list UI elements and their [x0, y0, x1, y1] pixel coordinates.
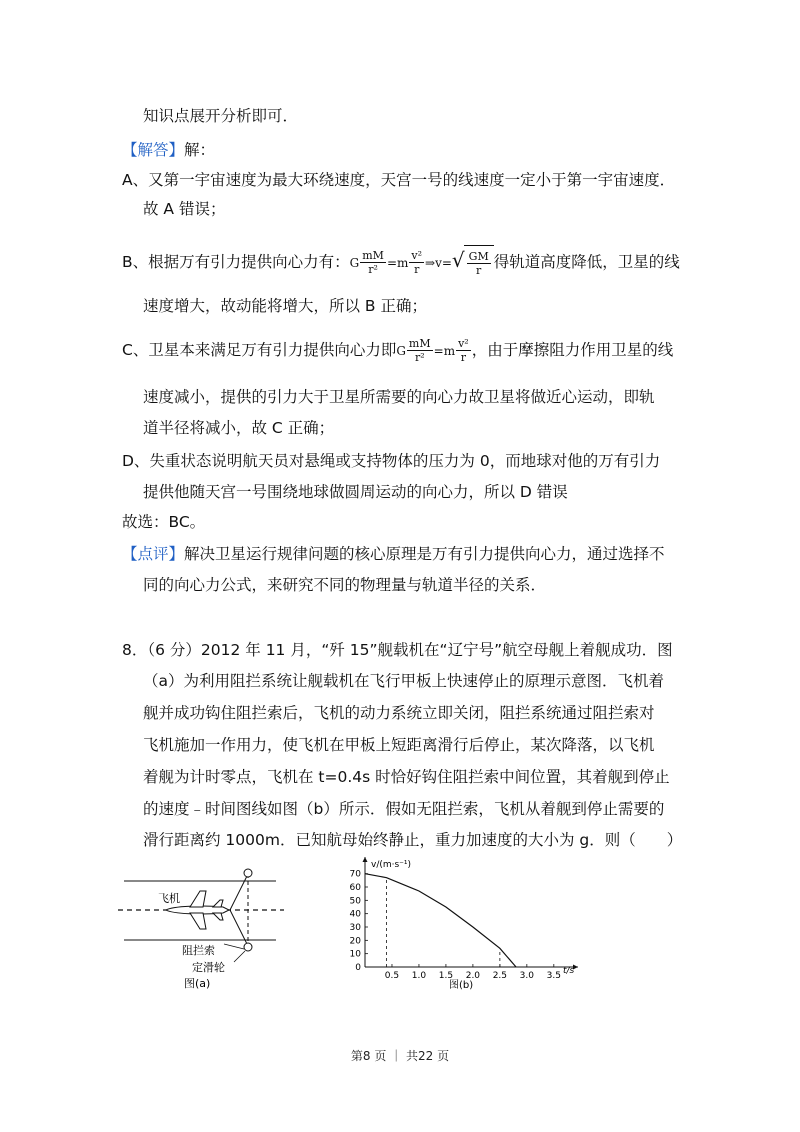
frac-num: v²	[458, 337, 469, 350]
option-c-line1: C、卫星本来满足万有引力提供向心力即G $\frac{mM}{\text{r²}}$ =m $\frac{\text{v²}}{r}$ ，由于摩擦阻力作用卫星的线	[122, 337, 674, 364]
x-tick-label: 1.0	[411, 971, 427, 981]
frac-num: v²	[411, 249, 423, 262]
x-tick-label: 3.0	[519, 971, 535, 981]
comment-line1	[122, 544, 665, 564]
option-c-prefix: C、卫星本来满足万有引力提供向心力即	[122, 341, 397, 359]
y-tick-label: 0	[355, 963, 361, 973]
question-8-line7: 滑行距离约 1000m．已知航母始终静止，重力加速度的大小为 g．则（ ）	[143, 831, 683, 849]
frac-num: mM	[362, 249, 384, 262]
question-8-line2: （a）为利用阻拦系统让舰载机在飞行甲板上快速停止的原理示意图．飞机着	[143, 672, 665, 690]
formula-m: m	[397, 256, 409, 270]
option-b-suffix: 得轨道高度降低，卫星的线	[493, 253, 680, 271]
frac-den: r	[476, 264, 482, 277]
page-footer: 第8 页 ｜ 共22 页	[350, 1049, 450, 1063]
frac-den: r	[414, 263, 420, 276]
option-a-line1: A、又第一宇宙速度为最大环绕速度，天宫一号的线速度一定小于第一宇宙速度．	[122, 171, 676, 189]
comment-tag: 【点评】	[122, 545, 185, 563]
y-tick-label: 60	[349, 883, 361, 893]
option-c-line2: 速度减小，提供的引力大于卫星所需要的向心力故卫星将做近心运动，即轨	[143, 388, 655, 406]
fraction-gm-r	[467, 250, 491, 277]
y-tick-label: 10	[349, 949, 361, 960]
cable-label: 阻拦索	[182, 944, 215, 957]
question-8-line3: 舰并成功钩住阻拦索后，飞机的动力系统立即关闭，阻拦系统通过阻拦索对	[143, 704, 655, 722]
formula-m: m	[443, 344, 456, 358]
option-d-line2: 提供他随天宫一号围绕地球做圆周运动的向心力，所以 D 错误	[143, 483, 568, 501]
x-tick-label: 3.5	[546, 971, 561, 981]
frac-den: r²	[368, 263, 378, 276]
frac-den: r²	[414, 351, 425, 364]
pulley-label: 定滑轮	[192, 961, 225, 974]
question-8-line6: 的速度﹣时间图线如图（b）所示．假如无阻拦索，飞机从着舰到停止需要的	[143, 800, 665, 818]
option-b-line1: B、根据万有引力提供向心力有：G $\frac{mM}{\text{r²}}$ =m $\frac{\text{v²}}{r}$ ⇒v=√ $\frac{GM}{r}$ 得轨道高度降低，卫星的线	[122, 243, 680, 280]
option-b-prefix: B、根据万有引力提供向心力有：	[122, 253, 350, 271]
answer-heading	[122, 140, 215, 160]
y-tick-label: 50	[349, 896, 361, 907]
frac-num: mM	[408, 337, 431, 350]
y-tick-label: 20	[349, 936, 361, 947]
x-tick-label: 1.5	[438, 971, 454, 981]
formula-arrow: ⇒v=	[425, 256, 452, 270]
figure-a-diagram	[118, 858, 288, 998]
chart-x-axis-label: t/s	[563, 966, 575, 976]
x-tick-label: 2.0	[465, 971, 481, 981]
formula-g: G	[349, 256, 360, 270]
fraction-mm-r2	[407, 337, 433, 364]
series-line	[365, 874, 516, 967]
option-c-suffix: ，由于摩擦阻力作用卫星的线	[471, 341, 674, 359]
fraction-mm-r2	[360, 249, 386, 276]
velocity-time-chart	[335, 855, 595, 995]
y-tick-label: 70	[349, 869, 361, 880]
solution-intro: 知识点展开分析即可．	[143, 107, 299, 125]
option-d-line1: D、失重状态说明航天员对悬绳或支持物体的压力为 0，而地球对他的万有引力	[122, 452, 661, 470]
option-a-line2: 故 A 错误；	[143, 200, 226, 218]
fraction-v2-r	[409, 249, 424, 276]
y-axis-arrow-icon	[363, 857, 368, 862]
y-tick-label: 40	[349, 909, 361, 920]
frac-den: r	[460, 351, 467, 364]
formula-g: G	[396, 344, 406, 358]
option-c-line3: 道半径将减小，故 C 正确；	[143, 419, 335, 437]
comment-line2: 同的向心力公式，来研究不同的物理量与轨道半径的关系．	[143, 576, 547, 594]
plane-label: 飞机	[158, 892, 180, 905]
question-8-line1: 8．（6 分）2012 年 11 月，“歼 15”舰载机在“辽宁号”航空母舰上着舰成功．图	[122, 641, 673, 659]
question-8-line5: 着舰为计时零点，飞机在 t=0.4s 时恰好钩住阻拦索中间位置，其着舰到停止	[143, 768, 670, 786]
chart-y-axis-label: v/(m·s⁻¹)	[371, 860, 412, 870]
x-tick-label: 0.5	[384, 971, 400, 981]
comment-text: 解决卫星运行规律问题的核心原理是万有引力提供向心力，通过选择不	[184, 545, 665, 563]
chart-caption: 图(b)	[449, 980, 474, 991]
y-tick-label: 30	[349, 923, 361, 933]
x-tick-label: 2.5	[492, 971, 508, 981]
fraction-v2-r	[456, 337, 471, 364]
final-choice: 故选：BC。	[122, 513, 206, 531]
answer-tag: 【解答】	[122, 141, 185, 159]
frac-num: GM	[468, 250, 489, 263]
pulley-top-icon	[244, 869, 252, 877]
pulley-bottom-icon	[244, 943, 252, 951]
sqrt-icon: √	[451, 248, 465, 272]
question-8-line4: 飞机施加一作用力，使飞机在甲板上短距离滑行后停止，某次降落，以飞机	[143, 736, 655, 754]
answer-suffix: 解：	[184, 141, 216, 159]
option-b-line2: 速度增大，故动能将增大，所以 B 正确；	[143, 297, 427, 315]
figure-a-caption: 图(a)	[184, 977, 211, 990]
